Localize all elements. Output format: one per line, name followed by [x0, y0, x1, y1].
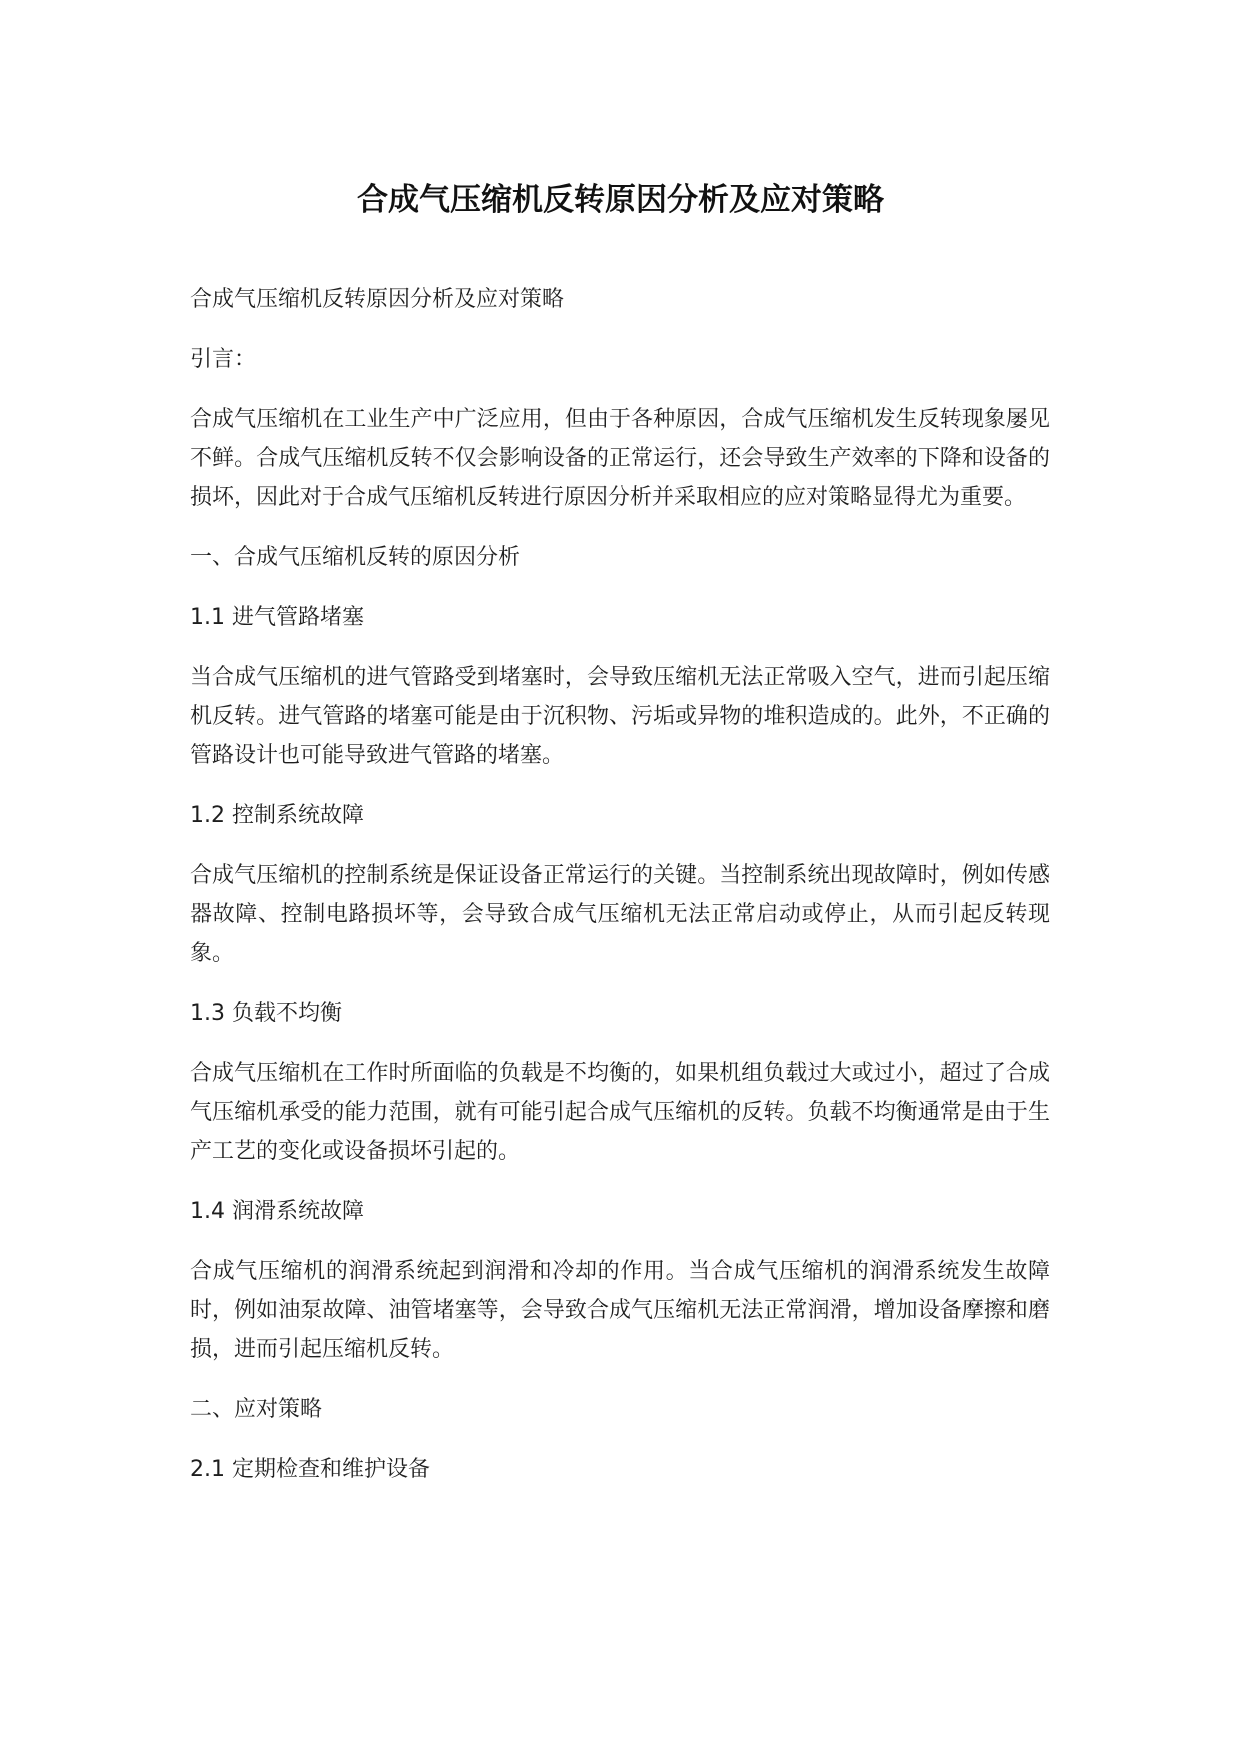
- document-title: 合成气压缩机反转原因分析及应对策略: [357, 182, 884, 218]
- section-heading-cause-analysis: 一、合成气压缩机反转的原因分析: [190, 545, 521, 570]
- section-heading-strategies: 二、应对策略: [190, 1397, 323, 1422]
- paragraph-1-3: 合成气压缩机在工作时所面临的负载是不均衡的，如果机组负载过大或过小，超过了合成气压缩机承受的能力范围，就有可能引起合成气压缩机的反转。负载不均衡通常是由于生产工艺的变化或设备损坏引起的。: [190, 1061, 1050, 1164]
- intro-heading: 引言：: [190, 347, 257, 372]
- intro-paragraph: 合成气压缩机在工业生产中广泛应用，但由于各种原因，合成气压缩机发生反转现象屡见不鲜。合成气压缩机反转不仅会影响设备的正常运行，还会导致生产效率的下降和设备的损坏，因此对于合成气压缩机反转进行原因分析并采取相应的应对策略显得尤为重要。: [190, 407, 1050, 510]
- document-body: [190, 280, 1050, 1510]
- paragraph-1-2: 合成气压缩机的控制系统是保证设备正常运行的关键。当控制系统出现故障时，例如传感器故障、控制电路损坏等，会导致合成气压缩机无法正常启动或停止，从而引起反转现象。: [190, 863, 1050, 966]
- paragraph-1-4: 合成气压缩机的润滑系统起到润滑和冷却的作用。当合成气压缩机的润滑系统发生故障时，例如油泵故障、油管堵塞等，会导致合成气压缩机无法正常润滑，增加设备摩擦和磨损，进而引起压缩机反转。: [190, 1259, 1050, 1362]
- subsection-heading-1-4: 1.4 润滑系统故障: [190, 1199, 364, 1224]
- paragraph-1-1: 当合成气压缩机的进气管路受到堵塞时，会导致压缩机无法正常吸入空气，进而引起压缩机反转。进气管路的堵塞可能是由于沉积物、污垢或异物的堆积造成的。此外，不正确的管路设计也可能导致进气管路的堵塞。: [190, 665, 1050, 768]
- subsection-heading-1-2: 1.2 控制系统故障: [190, 803, 364, 828]
- subsection-heading-1-1: 1.1 进气管路堵塞: [190, 605, 364, 630]
- subsection-heading-2-1: 2.1 定期检查和维护设备: [190, 1457, 430, 1482]
- subtitle-paragraph: 合成气压缩机反转原因分析及应对策略: [190, 287, 565, 312]
- subsection-heading-1-3: 1.3 负载不均衡: [190, 1001, 342, 1026]
